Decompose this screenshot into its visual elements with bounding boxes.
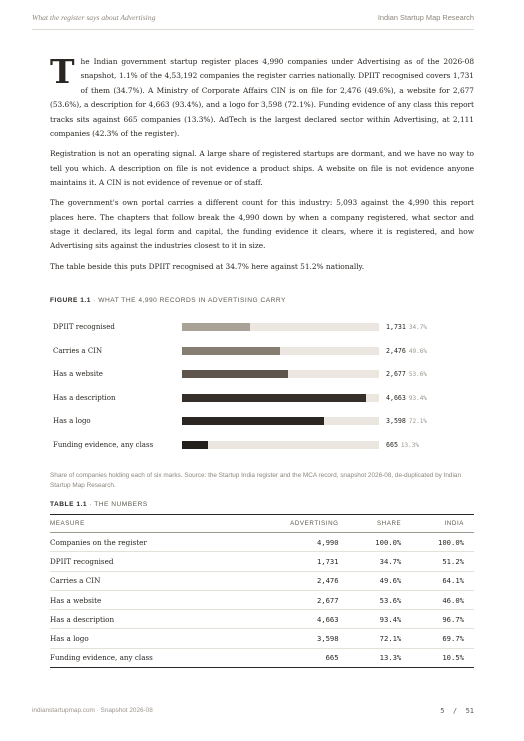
cell-measure: Has a website [50, 590, 247, 609]
bar-row [50, 365, 474, 389]
bar-count: 4,663 [386, 393, 406, 402]
bar-category-label: Funding evidence, any class [53, 440, 154, 449]
bar-category-label: Has a description [53, 393, 116, 402]
paragraph-1-text: he Indian government startup register places 4,990 companies under Advertising as of the 2026-08 snapshot, 1.1% of the 4,53,192 companies the register carries nationally. DPIIT recognised covers 1,731 of them (34.7%). A Ministry of Corporate Affairs CIN is on file for 2,476 (49.6%), a website for 2,677 (53.6%), a description for 4,663 (93.4%), and a logo for 3,598 (72.1%). Funding evidence of any class this report tracks sits against 665 companies (13.3%). AdTech is the largest declared sector within Advertising, at 2,111 companies (42.3% of the register). [50, 57, 474, 139]
figure-number: FIGURE 1.1 [50, 297, 91, 304]
bar-count: 665 [386, 440, 398, 449]
bar-count: 1,731 [386, 323, 406, 331]
cell-advertising: 665 [247, 648, 349, 667]
cell-share: 13.3% [349, 648, 412, 667]
bar-row [50, 342, 474, 366]
numbers-table [50, 514, 474, 668]
cell-advertising: 2,677 [247, 590, 349, 609]
figure-caption: Share of companies holding each of six marks. Source: the Startup India register and the MCA record, snapshot 2026-08, de-duplicated by Indian Startup Map Research. [50, 472, 462, 489]
cell-advertising: 4,990 [247, 533, 349, 552]
column-header-india: INDIA [411, 515, 474, 533]
cell-india: 69.7% [411, 629, 474, 648]
cell-advertising: 1,731 [247, 552, 349, 571]
cell-india: 46.0% [411, 590, 474, 609]
bar-value-label [386, 394, 427, 402]
total-pages: 51 [465, 707, 474, 715]
drop-cap: T [50, 52, 75, 91]
body-text [50, 52, 474, 280]
cell-advertising: 3,598 [247, 629, 349, 648]
cell-india: 64.1% [411, 571, 474, 590]
cell-share: 49.6% [349, 571, 412, 590]
bar [182, 323, 250, 331]
bar [182, 417, 324, 425]
header-chapter-title: What the register says about Advertising [32, 13, 156, 22]
table-label [50, 501, 148, 508]
bar-share: 49.6% [408, 347, 427, 355]
bar-share: 53.6% [408, 371, 427, 378]
table-row [50, 629, 474, 648]
bar [182, 370, 288, 378]
cell-india: 100.0% [411, 533, 474, 552]
bar-share: 93.4% [408, 394, 427, 402]
cell-share: 93.4% [349, 610, 412, 629]
cell-measure: Companies on the register [50, 533, 247, 552]
column-header-share: SHARE [349, 515, 412, 533]
column-header-advertising: ADVERTISING [247, 515, 349, 533]
bar [182, 394, 366, 402]
figure-label [50, 297, 286, 304]
cell-measure: Has a logo [50, 629, 247, 648]
bar-track [182, 370, 379, 378]
bar-track [182, 417, 379, 425]
bar [182, 441, 208, 449]
page-number [440, 707, 474, 715]
cell-measure: Has a description [50, 610, 247, 629]
bar-row [50, 318, 474, 342]
bar-value-label [386, 347, 427, 355]
bar-count: 3,598 [386, 417, 406, 425]
page-separator: / [452, 707, 458, 715]
table-header-row [50, 515, 474, 533]
bar-value-label [386, 417, 427, 425]
table-row [50, 533, 474, 552]
bar-row [50, 436, 474, 460]
running-header [32, 13, 474, 30]
bar [182, 347, 280, 355]
bar-chart [50, 318, 474, 459]
bar-category-label: DPIIT recognised [53, 323, 115, 331]
table-row [50, 590, 474, 609]
bar-value-label [386, 323, 427, 331]
bar-value-label [386, 441, 419, 449]
column-header-measure: MEASURE [50, 515, 247, 533]
cell-measure: DPIIT recognised [50, 552, 247, 571]
bar-track [182, 347, 379, 355]
paragraph-3: The government's own portal carries a different count for this industry: 5,093 against the 4,990 this report places here. The chapters that follow break the 4,990 down by when a company registered, what sector and stage it declared, its legal form and capital, the funding evidence it clears, where it is registered, and how Advertising sits against the industries closest to it in size. [50, 198, 474, 251]
paragraph-2: Registration is not an operating signal. A large share of registered startups are dormant, and we have no way to tell you which. A description on file is not evidence a product ships. A website on file is not evidence anyone maintains it. A CIN is not evidence of revenue or of staff. [50, 149, 474, 188]
page-footer [32, 707, 474, 715]
bar-share: 72.1% [408, 418, 427, 425]
footer-source: indianstartupmap.com · Snapshot 2026-08 [32, 707, 153, 714]
bar-row [50, 389, 474, 413]
bar-category-label: Carries a CIN [53, 346, 103, 355]
cell-measure: Carries a CIN [50, 571, 247, 590]
bar-count: 2,677 [386, 370, 406, 378]
figure-title: WHAT THE 4,990 RECORDS IN ADVERTISING CARRY [98, 297, 286, 304]
bar-share: 34.7% [408, 324, 427, 331]
bar-count: 2,476 [386, 346, 406, 355]
table-row [50, 571, 474, 590]
bar-share: 13.3% [400, 441, 419, 449]
cell-share: 53.6% [349, 590, 412, 609]
figure-label-separator: · [90, 297, 99, 304]
bar-row [50, 412, 474, 436]
bar-track [182, 394, 379, 402]
table-body [50, 533, 474, 668]
table-row [50, 648, 474, 667]
cell-share: 34.7% [349, 552, 412, 571]
bar-value-label [386, 370, 427, 378]
cell-measure: Funding evidence, any class [50, 648, 247, 667]
paragraph-1 [50, 52, 474, 141]
table-row [50, 552, 474, 571]
current-page: 5 [440, 707, 445, 715]
header-publisher: Indian Startup Map Research [377, 13, 474, 22]
cell-advertising: 2,476 [247, 571, 349, 590]
cell-india: 96.7% [411, 610, 474, 629]
bar-track [182, 441, 379, 449]
bar-track [182, 323, 379, 331]
table-row [50, 610, 474, 629]
table-title: THE NUMBERS [94, 501, 148, 508]
cell-india: 10.5% [411, 648, 474, 667]
table-label-separator: · [87, 501, 95, 508]
cell-india: 51.2% [411, 552, 474, 571]
bar-category-label: Has a logo [53, 417, 91, 425]
cell-share: 72.1% [349, 629, 412, 648]
cell-share: 100.0% [349, 533, 412, 552]
paragraph-4: The table beside this puts DPIIT recognised at 34.7% here against 51.2% nationally. [50, 261, 365, 271]
table-number: TABLE 1.1 [50, 501, 87, 508]
bar-category-label: Has a website [53, 370, 103, 378]
cell-advertising: 4,663 [247, 610, 349, 629]
